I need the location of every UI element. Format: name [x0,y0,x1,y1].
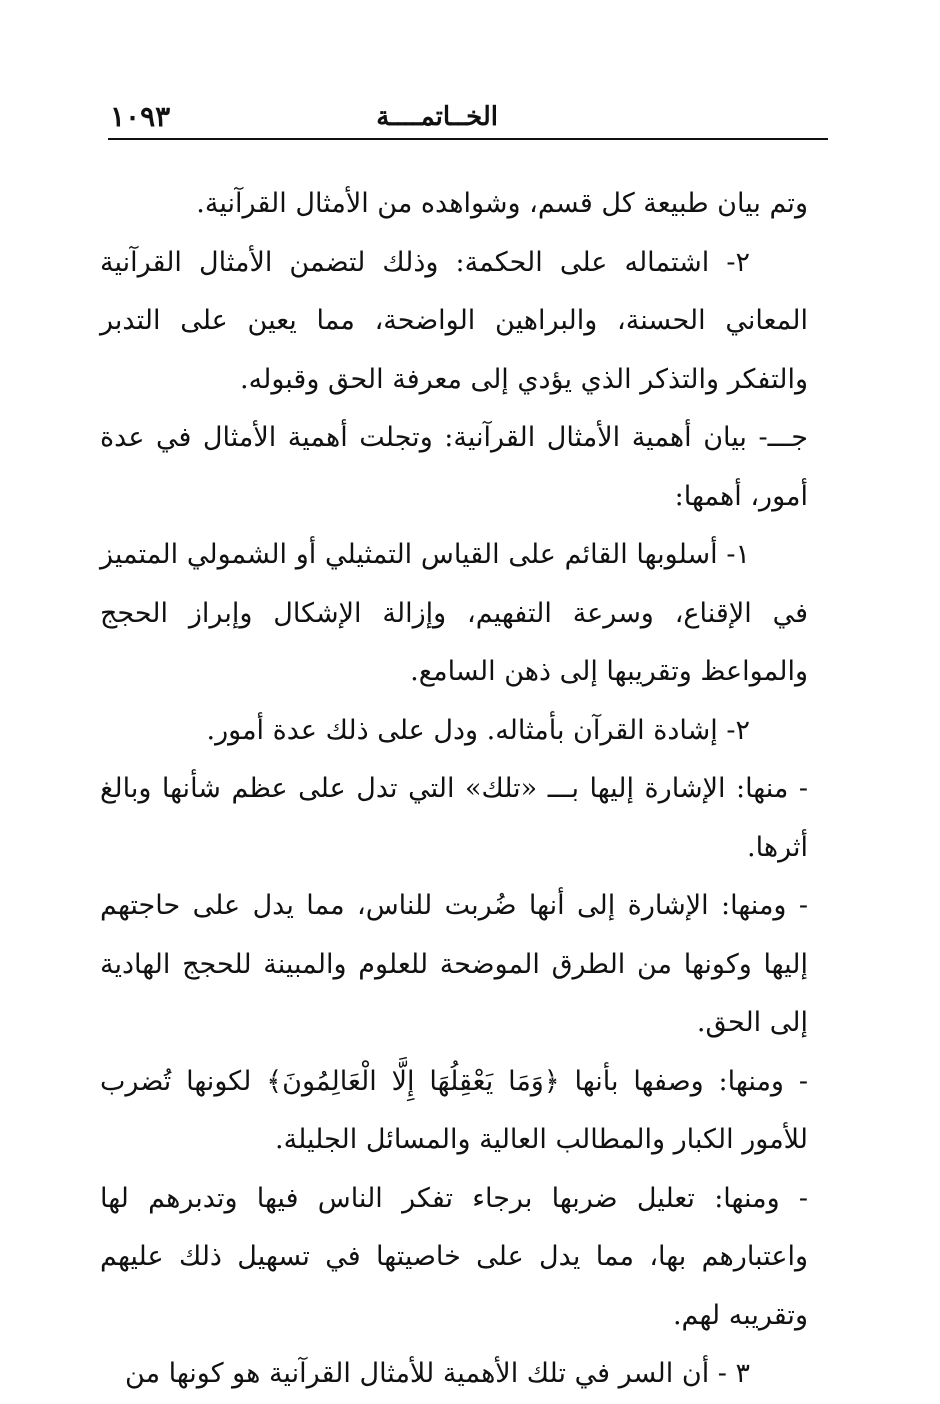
page-header [108,100,828,140]
paragraph: ٢- اشتماله على الحكمة: وذلك لتضمن الأمثال القرآنية المعاني الحسنة، والبراهين الواضحة، مما يعين على التدبر والتفكر والتذكر الذي يؤدي إلى معرفة الحق وقبوله. [100,246,808,395]
paragraph: وتم بيان طبيعة كل قسم، وشواهده من الأمثال القرآنية. [196,188,808,219]
paragraph: ١- أسلوبها القائم على القياس التمثيلي أو الشمولي المتميز في الإقناع، وسرعة التفهيم، وإزالة الإشكال وإبراز الحجج والمواعظ وتقريبها إلى ذهن السامع. [100,539,808,687]
page-number: ١٠٩٣ [110,100,171,133]
running-title: الخــاتمــــة [376,102,498,132]
paragraph: ٢- إشادة القرآن بأمثاله. ودل على ذلك عدة أمور. [206,714,750,746]
paragraph: - ومنها: وصفها بأنها ﴿وَمَا يَعْقِلُهَا إِلَّا الْعَالِمُونَ﴾ لكونها تُضرب للأمور الكبار والمطالب العالية والمسائل الجليلة. [100,1065,808,1155]
body-text [100,175,808,1404]
paragraph: ٣ - أن السر في تلك الأهمية للأمثال القرآنية هو كونها من [125,1358,750,1389]
paragraph: جـــ- بيان أهمية الأمثال القرآنية: وتجلت أهمية الأمثال في عدة أمور، أهمها: [100,422,808,512]
paragraph: - منها: الإشارة إليها بـــ «تلك» التي تدل على عظم شأنها وبالغ أثرها. [100,773,808,863]
paragraph: - ومنها: الإشارة إلى أنها ضُربت للناس، مما يدل على حاجتهم إليها وكونها من الطرق الموضحة للعلوم والمبينة للحجج الهادية إلى الحق. [100,890,808,1038]
paragraph: - ومنها: تعليل ضربها برجاء تفكر الناس فيها وتدبرهم لها واعتبارهم بها، مما يدل على خاصيتها في تسهيل ذلك عليهم وتقريبه لهم. [100,1182,808,1331]
